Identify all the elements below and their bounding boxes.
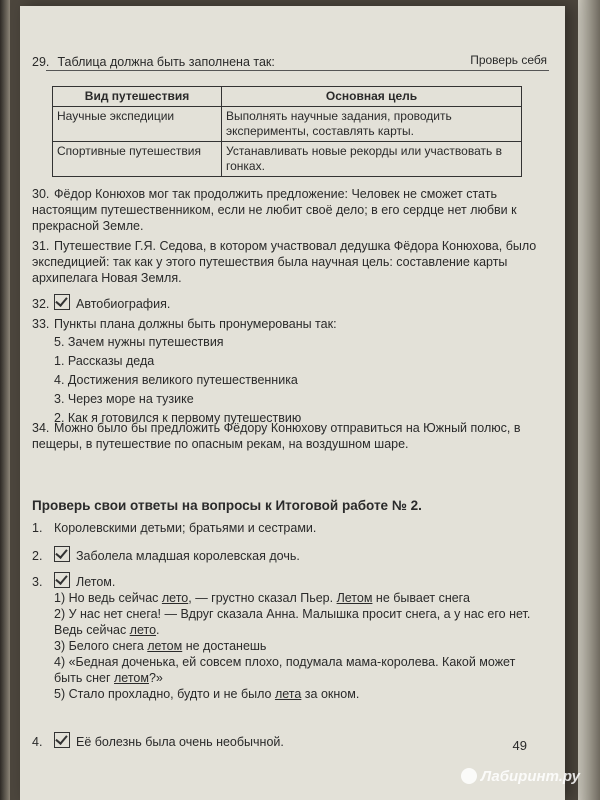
watermark-logo-icon xyxy=(461,768,477,784)
table-header-row xyxy=(53,87,522,107)
answer-text: Фёдор Конюхов мог так продолжить предложение: Человек не сможет стать настоящим путешественником, если не любит своё дело; в его сердце нет любви к прекрасной Земле. xyxy=(32,187,517,233)
answer-4 xyxy=(32,732,545,750)
answer-text: Путешествие Г.Я. Седова, в котором участвовал дедушка Фёдора Конюхова, было экспедицией: так как у этого путешествия была научная цель: составление карты архипелага Новая Земля. xyxy=(32,239,537,285)
question-32 xyxy=(32,294,545,312)
table-row xyxy=(53,107,522,142)
quote-line xyxy=(54,590,545,606)
page-stack-edge xyxy=(578,0,600,800)
answer-text: Королевскими детьми; братьями и сестрами. xyxy=(54,521,317,535)
question-text: Таблица должна быть заполнена так: xyxy=(57,55,275,69)
question-number: 29. xyxy=(32,55,50,69)
table-row xyxy=(53,142,522,177)
table-header-goal: Основная цель xyxy=(222,87,522,107)
question-number: 31. xyxy=(32,239,50,253)
answer-3 xyxy=(32,572,545,702)
quote-text: 2) У нас нет снега! — Вдруг сказала Анна. Малышка просит снега, а у нас его нет. Ведь сейчас xyxy=(54,607,531,637)
quote-text: ?» xyxy=(148,671,163,685)
question-number: 30. xyxy=(32,187,50,201)
question-number: 34. xyxy=(32,421,50,435)
watermark xyxy=(461,768,580,785)
question-30 xyxy=(32,186,545,234)
answer-number: 1. xyxy=(32,521,43,535)
quote-text: 1) Но ведь сейчас xyxy=(54,591,162,605)
quote-text: 4) «Бедная доченька, ей совсем плохо, подумала мама-королева. Какой может быть снег xyxy=(54,655,516,685)
question-29 xyxy=(32,54,545,70)
page-number: 49 xyxy=(512,738,527,753)
underlined-word: лето xyxy=(161,591,189,605)
quote-text: за окном. xyxy=(301,687,360,701)
question-34 xyxy=(32,420,545,452)
quote-text: не достанешь xyxy=(182,639,267,653)
travel-table xyxy=(52,86,522,177)
table-cell-goal: Устанавливать новые рекорды или участвовать в гонках. xyxy=(222,142,522,177)
checkmark-icon xyxy=(54,732,70,748)
checkmark-icon xyxy=(54,572,70,588)
section-header: Проверь себя xyxy=(470,53,547,67)
quote-text: 5) Стало прохладно, будто и не было xyxy=(54,687,275,701)
answer-text: Можно было бы предложить Фёдору Конюхову отправиться на Южный полюс, в пещеры, в путешествие по опасным рекам, на воздушном шаре. xyxy=(32,421,521,451)
quote-text: 3) Белого снега xyxy=(54,639,148,653)
table-cell-type: Спортивные путешествия xyxy=(53,142,222,177)
section-title: Проверь свои ответы на вопросы к Итоговой работе № 2. xyxy=(32,498,422,513)
answer-2 xyxy=(32,546,545,564)
table-header-type: Вид путешествия xyxy=(53,87,222,107)
underlined-word: Летом xyxy=(336,591,373,605)
plan-list xyxy=(32,334,545,426)
underlined-word: летом xyxy=(114,671,149,685)
answer-number: 4. xyxy=(32,735,43,749)
watermark-text: Лабиринт.ру xyxy=(480,768,580,785)
list-item: 2. Как я готовился к первому путешествию xyxy=(54,411,302,425)
header-rule xyxy=(46,70,549,71)
quote-line xyxy=(54,606,545,638)
list-item: 4. Достижения великого путешественника xyxy=(54,373,298,387)
answer-1 xyxy=(32,520,545,536)
quote-text: не бывает снега xyxy=(372,591,470,605)
list-item: 1. Рассказы деда xyxy=(54,354,155,368)
book-page xyxy=(20,6,565,800)
answer-text: Заболела младшая королевская дочь. xyxy=(76,549,300,563)
answer-text: Её болезнь была очень необычной. xyxy=(76,735,284,749)
answer-text: Автобиография. xyxy=(76,297,171,311)
checkmark-icon xyxy=(54,546,70,562)
quote-line xyxy=(54,654,545,686)
quote-line xyxy=(54,638,545,654)
list-item: 3. Через море на тузике xyxy=(54,392,194,406)
answer-text: Летом. xyxy=(76,575,116,589)
question-number: 33. xyxy=(32,317,50,331)
table-cell-type: Научные экспедиции xyxy=(53,107,222,142)
quote-text: . xyxy=(156,623,160,637)
answer-text: Пункты плана должны быть пронумерованы так: xyxy=(54,317,337,331)
question-31 xyxy=(32,238,545,286)
question-number: 32. xyxy=(32,297,50,311)
answer-number: 3. xyxy=(32,575,43,589)
table-cell-goal: Выполнять научные задания, проводить эксперименты, составлять карты. xyxy=(222,107,522,142)
quote-line xyxy=(54,686,545,702)
quote-text: , — грустно сказал Пьер. xyxy=(188,591,337,605)
quote-list xyxy=(32,590,545,702)
list-item: 5. Зачем нужны путешествия xyxy=(54,335,224,349)
underlined-word: лето xyxy=(129,623,157,637)
underlined-word: летом xyxy=(147,639,183,653)
checkmark-icon xyxy=(54,294,70,310)
book-spine-shadow xyxy=(0,0,10,800)
underlined-word: лета xyxy=(274,687,302,701)
answer-number: 2. xyxy=(32,549,43,563)
question-33 xyxy=(32,316,545,426)
